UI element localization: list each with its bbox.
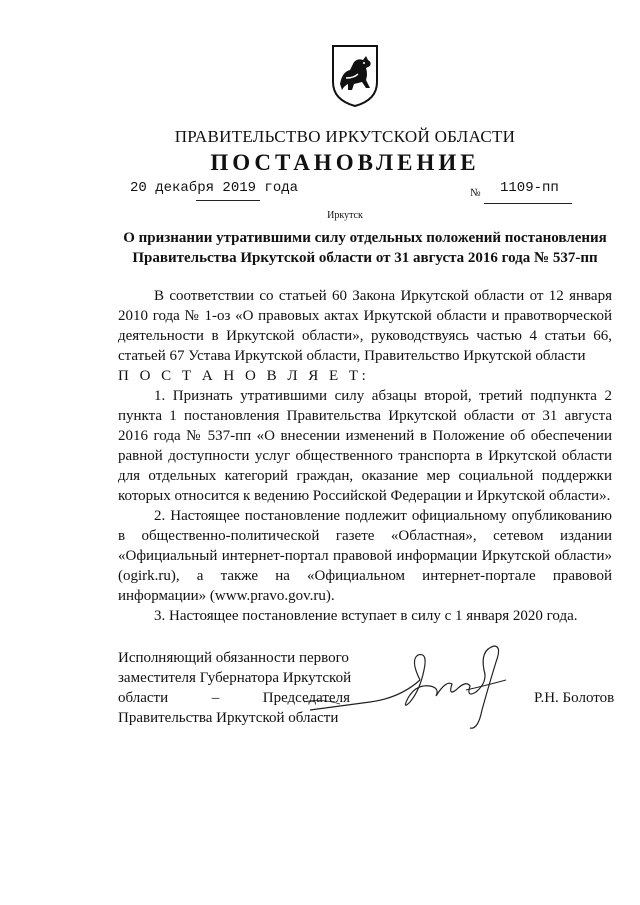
coat-of-arms-emblem: [330, 44, 380, 108]
preamble-paragraph: В соответствии со статьей 60 Закона Иркутской области от 12 января 2010 года № 1-оз «О правовых актах Иркутской области и правотворческой деятельности в Иркутской области», руководствуясь частью 4 статьи 66, статьей 67 Устава Иркутской области, Правительство Иркутской области: [118, 288, 612, 364]
decree-word: П О С Т А Н О В Л Я Е Т:: [118, 368, 370, 384]
document-title: О признании утратившими силу отдельных положений постановления Правительства Иркутской области от 31 августа 2016 года № 537-пп: [123, 230, 607, 266]
number-sign: №: [470, 187, 481, 199]
signatory-position: [118, 648, 358, 728]
document-type: ПОСТАНОВЛЕНИЕ: [210, 150, 480, 175]
signatory-line: Исполняющий обязанности первого: [118, 650, 349, 666]
document-number: 1109-пп: [500, 180, 559, 196]
signatory-name: Р.Н. Болотов: [534, 690, 615, 706]
date-underline: [196, 200, 260, 201]
item-paragraph: 1. Признать утратившими силу абзацы второй, третий подпункта 2 пункта 1 постановления Правительства Иркутской области от 31 августа 2016 года № 537-пп «О внесении изменений в Положение об обеспечении равной доступности услуг общественного транспорта в Иркутской области для отдельных категорий граждан, оказание мер социальной поддержки которых относится к ведению Российской Федерации и Иркутской области».: [118, 388, 612, 504]
document-date: 20 декабря 2019 года: [130, 180, 299, 196]
signatory-line: Правительства Иркутской области: [118, 710, 339, 726]
signatory-word: Председателя: [262, 690, 350, 706]
item-paragraph: 3. Настоящее постановление вступает в силу с 1 января 2020 года.: [154, 608, 578, 624]
document-body: [118, 286, 612, 626]
signatory-line: заместителя Губернатора Иркутской: [118, 670, 352, 686]
number-underline: [484, 203, 572, 204]
signatory-line: [118, 688, 350, 708]
government-name: ПРАВИТЕЛЬСТВО ИРКУТСКОЙ ОБЛАСТИ: [174, 127, 516, 146]
item-paragraph: 2. Настоящее постановление подлежит официальному опубликованию в общественно-политической газете «Областная», сетевом издании «Официальный интернет-портал правовой информации Иркутской области» (ogirk.ru), а также на «Официальном интернет-портале правовой информации» (www.pravo.gov.ru).: [118, 508, 612, 604]
signatory-dash: –: [211, 690, 220, 706]
city-name: Иркутск: [327, 210, 363, 221]
signatory-word: области: [118, 690, 169, 706]
